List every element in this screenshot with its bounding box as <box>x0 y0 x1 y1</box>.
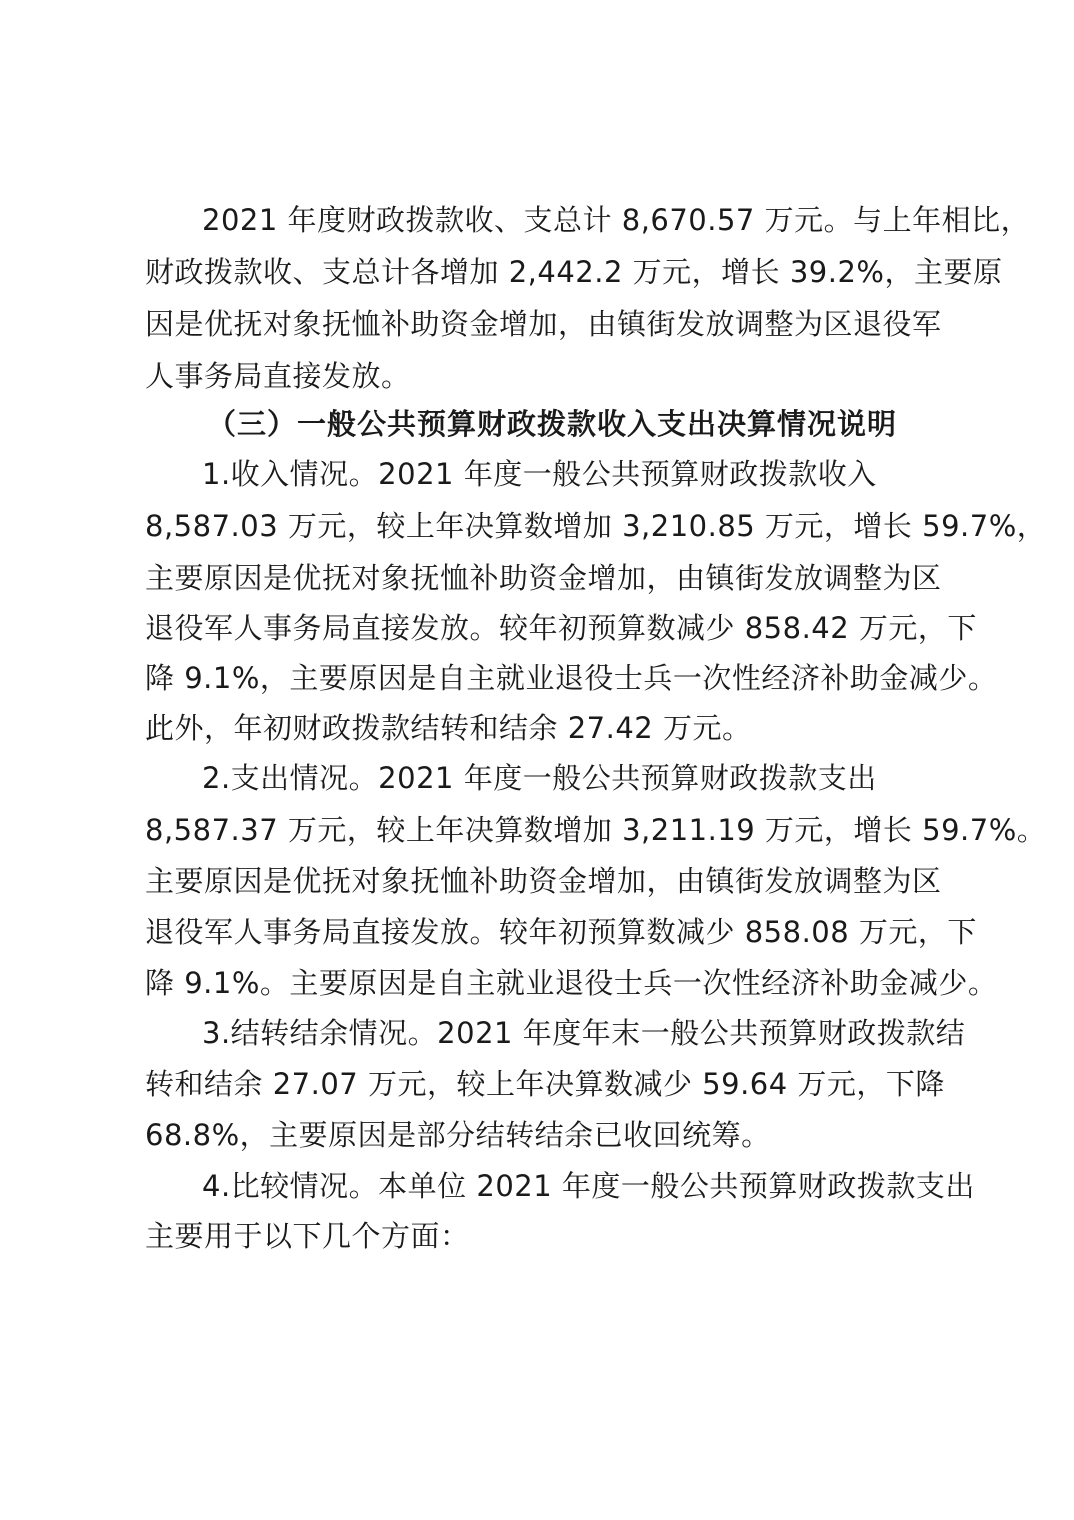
paragraph-line: 2021 年度财政拨款收、支总计 8,670.57 万元。与上年相比， <box>202 203 1031 237</box>
paragraph-line: 主要用于以下几个方面： <box>145 1219 470 1253</box>
section-heading: （三）一般公共预算财政拨款收入支出决算情况说明 <box>207 407 898 441</box>
paragraph-line: 2.支出情况。2021 年度一般公共预算财政拨款支出 <box>202 761 877 795</box>
paragraph-line: 财政拨款收、支总计各增加 2,442.2 万元，增长 39.2%，主要原 <box>145 255 1003 289</box>
paragraph-line: 3.结转结余情况。2021 年度年末一般公共预算财政拨款结 <box>202 1016 966 1050</box>
paragraph-line: 8,587.03 万元，较上年决算数增加 3,210.85 万元，增长 59.7%， <box>145 509 1047 543</box>
paragraph-line: 退役军人事务局直接发放。较年初预算数减少 858.08 万元，下 <box>145 915 977 949</box>
paragraph-line: 8,587.37 万元，较上年决算数增加 3,211.19 万元，增长 59.7%。 <box>145 813 1047 847</box>
paragraph-line: 降 9.1%。主要原因是自主就业退役士兵一次性经济补助金减少。 <box>145 966 998 1000</box>
paragraph-line: 此外，年初财政拨款结转和结余 27.42 万元。 <box>145 711 752 745</box>
paragraph-line: 主要原因是优抚对象抚恤补助资金增加，由镇街发放调整为区 <box>145 561 942 595</box>
paragraph-line: 退役军人事务局直接发放。较年初预算数减少 858.42 万元，下 <box>145 611 977 645</box>
paragraph-line: 4.比较情况。本单位 2021 年度一般公共预算财政拨款支出 <box>202 1169 975 1203</box>
paragraph-line: 人事务局直接发放。 <box>145 359 411 393</box>
paragraph-line: 降 9.1%，主要原因是自主就业退役士兵一次性经济补助金减少。 <box>145 661 998 695</box>
paragraph-line: 转和结余 27.07 万元，较上年决算数减少 59.64 万元，下降 <box>145 1067 945 1101</box>
paragraph-line: 因是优抚对象抚恤补助资金增加，由镇街发放调整为区退役军 <box>145 307 942 341</box>
paragraph-line: 68.8%，主要原因是部分结转结余已收回统筹。 <box>145 1118 771 1152</box>
paragraph-line: 主要原因是优抚对象抚恤补助资金增加，由镇街发放调整为区 <box>145 864 942 898</box>
paragraph-line: 1.收入情况。2021 年度一般公共预算财政拨款收入 <box>202 457 877 491</box>
